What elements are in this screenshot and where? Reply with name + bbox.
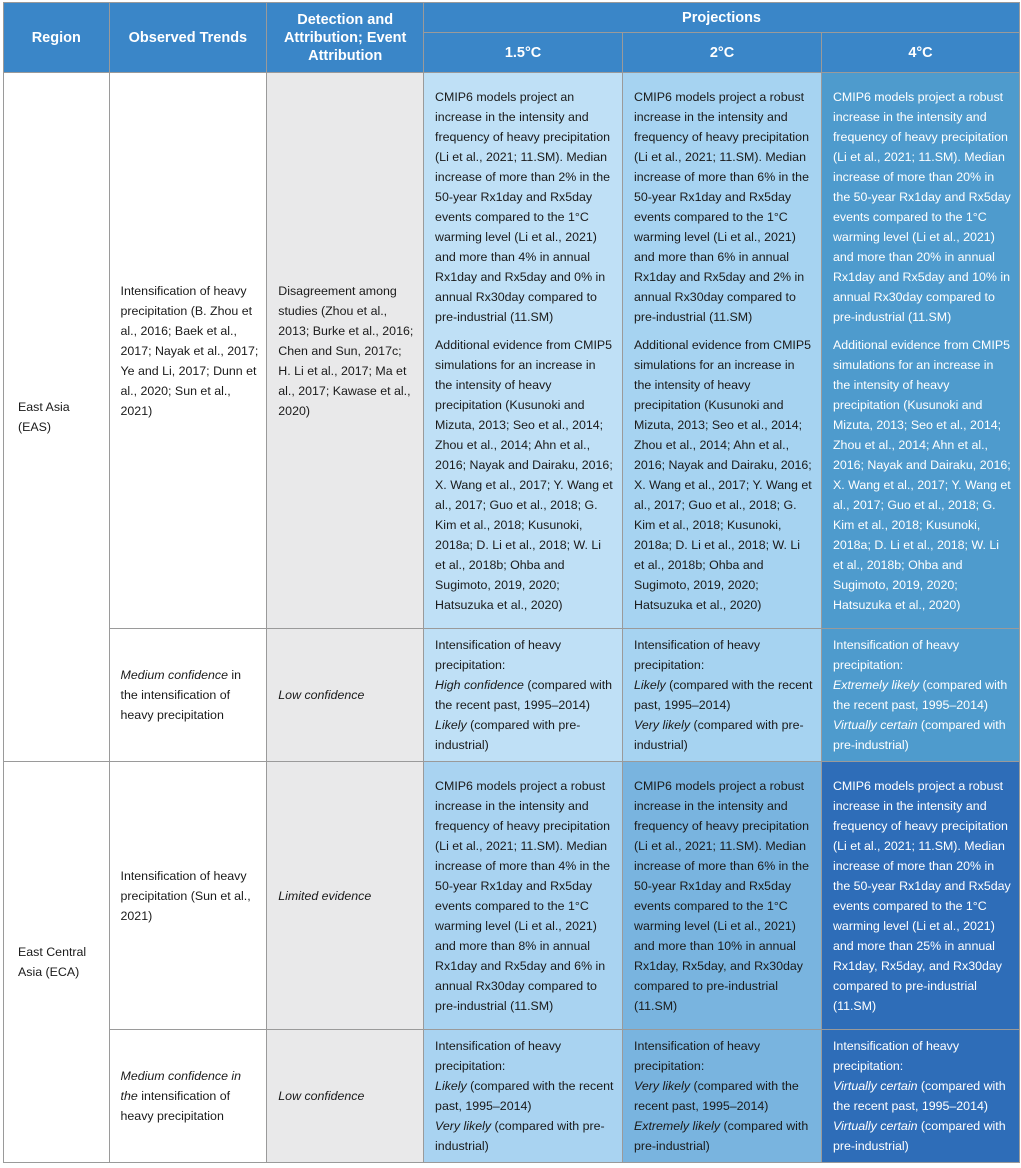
header-detection-attribution: Detection and Attribution; Event Attribution xyxy=(267,3,424,73)
attribution-confidence-cell: Low confidence xyxy=(267,629,424,762)
observed-confidence-cell: Medium confidence in the intensification of heavy precipitation xyxy=(109,1030,267,1163)
header-projections: Projections xyxy=(424,3,1020,33)
observed-confidence-cell: Medium confidence in the intensification of heavy precipitation xyxy=(109,629,267,762)
projection-text: CMIP6 models project a robust increase in the intensity and frequency of heavy precipitation (Li et al., 2021; 11.SM). Median increase of more than 20% in the 50-year Rx1day and Rx5day events compared to the 1°C warming level (Li et al., 2021) and more than 20% in annual Rx1day and Rx5day and 10% in annual Rx30day compared to pre-industrial (11.SM) xyxy=(832,89,1011,324)
projection-text: CMIP6 models project a robust increase in the intensity and frequency of heavy precipitation (Li et al., 2021; 11.SM). Median increase of more than 6% in the 50-year Rx1day and Rx5day events compared to the 1°C warming level (Li et al., 2021) and more than 6% in annual Rx1day and Rx5day and 2% in annual Rx30day compared to pre-industrial (11.SM) xyxy=(634,89,809,324)
table-row xyxy=(4,629,1020,762)
table-row xyxy=(4,1030,1020,1163)
observed-trends-cell: Intensification of heavy precipitation (Sun et al., 2021) xyxy=(109,762,267,1030)
header-2c: 2°C xyxy=(623,33,822,73)
projection-2c-cell xyxy=(623,73,822,629)
region-east-central-asia: East Central Asia (ECA) xyxy=(4,762,110,1163)
projection-4c-cell: CMIP6 models project a robust increase in the intensity and frequency of heavy precipitation (Li et al., 2021; 11.SM). Median increase of more than 20% in the 50-year Rx1day and Rx5day events compared to the 1°C warming level (Li et al., 2021) and more than 25% in annual Rx1day, Rx5day, and Rx30day compared to pre-industrial (11.SM) xyxy=(821,762,1019,1030)
projection-2c-cell: CMIP6 models project a robust increase in the intensity and frequency of heavy precipitation (Li et al., 2021; 11.SM). Median increase of more than 6% in the 50-year Rx1day and Rx5day events compared to the 1°C warming level (Li et al., 2021) and more than 10% in annual Rx1day, Rx5day, and Rx30day compared to pre-industrial (11.SM) xyxy=(623,762,822,1030)
projection-1-5c-cell: CMIP6 models project a robust increase in the intensity and frequency of heavy precipitation (Li et al., 2021; 11.SM). Median increase of more than 4% in the 50-year Rx1day and Rx5day events compared to the 1°C warming level (Li et al., 2021) and more than 8% in annual Rx1day and Rx5day and 6% in annual Rx30day compared to pre-industrial (11.SM) xyxy=(424,762,623,1030)
likelihood-1-5c-cell: Intensification of heavy precipitation: High confidence (compared with the recent past, 1995–2014) Likely (compared with pre-industrial) xyxy=(424,629,623,762)
projection-text: CMIP6 models project an increase in the intensity and frequency of heavy precipitation (Li et al., 2021; 11.SM). Median increase of more than 2% in the 50-year Rx1day and Rx5day events compared to the 1°C warming level (Li et al., 2021) and more than 4% in annual Rx1day and Rx5day and 0% in annual Rx30day compared to pre-industrial (11.SM) xyxy=(435,89,610,324)
header-region: Region xyxy=(4,3,110,73)
cmip5-evidence-text: Additional evidence from CMIP5 simulations for an increase in the intensity of heavy precipitation (Kusunoki and Mizuta, 2013; Seo et al., 2014; Zhou et al., 2014; Ahn et al., 2016; Nayak and Dairaku, 2016; X. Wang et al., 2017; Y. Wang et al., 2017; Guo et al., 2018; G. Kim et al., 2018; Kusunoki, 2018a; D. Li et al., 2018; W. Li et al., 2018b; Ohba and Sugimoto, 2019, 2020; Hatsuzuka et al., 2020) xyxy=(832,337,1011,612)
cmip5-evidence-text: Additional evidence from CMIP5 simulations for an increase in the intensity of heavy precipitation (Kusunoki and Mizuta, 2013; Seo et al., 2014; Zhou et al., 2014; Ahn et al., 2016; Nayak and Dairaku, 2016; X. Wang et al., 2017; Y. Wang et al., 2017; Guo et al., 2018; G. Kim et al., 2018; Kusunoki, 2018a; D. Li et al., 2018; W. Li et al., 2018b; Ohba and Sugimoto, 2019, 2020; Hatsuzuka et al., 2020) xyxy=(435,337,613,612)
region-east-asia: East Asia (EAS) xyxy=(4,73,110,762)
header-1-5c: 1.5°C xyxy=(424,33,623,73)
likelihood-2c-cell: Intensification of heavy precipitation: Very likely (compared with the recent past, 1995–2014) Extremely likely (compared with pre-industrial) xyxy=(623,1030,822,1163)
observed-trends-cell: Intensification of heavy precipitation (B. Zhou et al., 2016; Baek et al., 2017; Nayak et al., 2017; Ye and Li, 2017; Dunn et al., 2020; Sun et al., 2021) xyxy=(109,73,267,629)
table-row xyxy=(4,73,1020,629)
header-4c: 4°C xyxy=(821,33,1019,73)
cmip5-evidence-text: Additional evidence from CMIP5 simulations for an increase in the intensity of heavy precipitation (Kusunoki and Mizuta, 2013; Seo et al., 2014; Zhou et al., 2014; Ahn et al., 2016; Nayak and Dairaku, 2016; X. Wang et al., 2017; Y. Wang et al., 2017; Guo et al., 2018; G. Kim et al., 2018; Kusunoki, 2018a; D. Li et al., 2018; W. Li et al., 2018b; Ohba and Sugimoto, 2019, 2020; Hatsuzuka et al., 2020) xyxy=(634,337,812,612)
attribution-cell: Limited evidence xyxy=(267,762,424,1030)
likelihood-4c-cell: Intensification of heavy precipitation: Extremely likely (compared with the recent past, 1995–2014) Virtually certain (compared with pre-industrial) xyxy=(821,629,1019,762)
table-row xyxy=(4,762,1020,1030)
attribution-confidence-cell: Low confidence xyxy=(267,1030,424,1163)
attribution-cell: Disagreement among studies (Zhou et al., 2013; Burke et al., 2016; Chen and Sun, 2017c; H. Li et al., 2017; Ma et al., 2017; Kawase et al., 2020) xyxy=(267,73,424,629)
projections-table xyxy=(3,2,1020,1163)
likelihood-2c-cell: Intensification of heavy precipitation: Likely (compared with the recent past, 1995–2014) Very likely (compared with pre-industrial) xyxy=(623,629,822,762)
projection-1-5c-cell xyxy=(424,73,623,629)
header-observed-trends: Observed Trends xyxy=(109,3,267,73)
projection-4c-cell xyxy=(821,73,1019,629)
likelihood-1-5c-cell: Intensification of heavy precipitation: Likely (compared with the recent past, 1995–2014) Very likely (compared with pre-industrial) xyxy=(424,1030,623,1163)
likelihood-4c-cell: Intensification of heavy precipitation: Virtually certain (compared with the recent past, 1995–2014) Virtually certain (compared with pre-industrial) xyxy=(821,1030,1019,1163)
